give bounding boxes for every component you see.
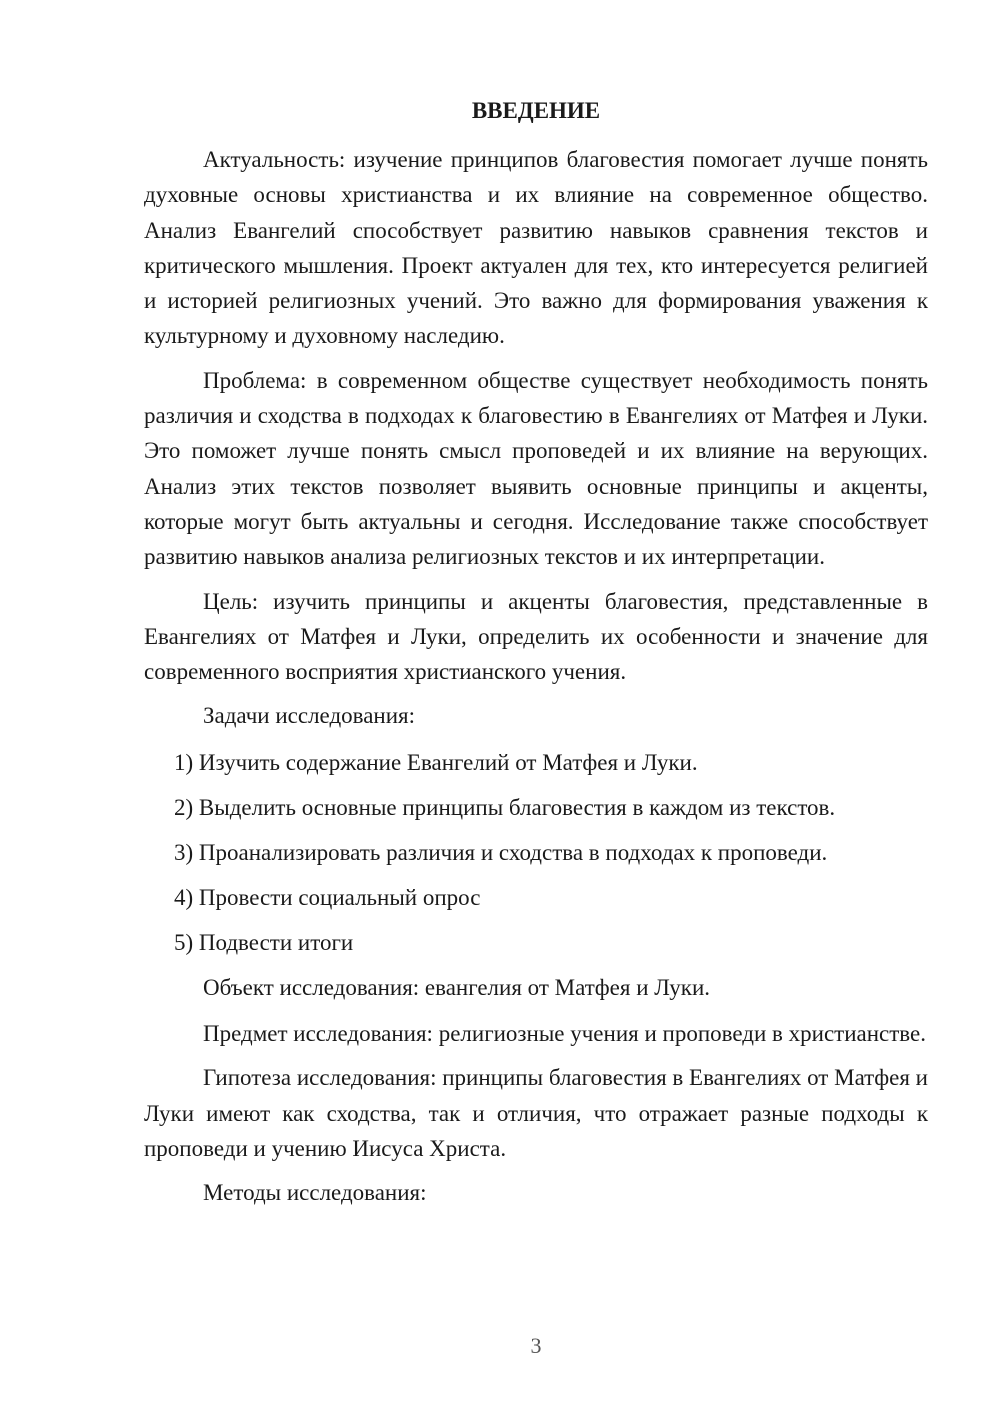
page-number: 3 [530, 1333, 542, 1358]
subject-paragraph: Предмет исследования: религиозные учения и проповеди в христианстве. [203, 1021, 926, 1047]
goal-paragraph: Цель: изучить принципы и акценты благовестия, представленные в Евангелиях от Матфея и Луки, определить их особенности и значение для современного восприятия христианского учения. [144, 588, 928, 685]
tasks-list [144, 745, 928, 960]
task-item: 1) Изучить содержание Евангелий от Матфея и Луки. [174, 749, 698, 775]
task-item: 4) Провести социальный опрос [174, 884, 481, 910]
task-item: 3) Проанализировать различия и сходства в подходах к проповеди. [174, 839, 828, 865]
page-content [144, 93, 928, 1222]
methods-heading: Методы исследования: [203, 1180, 427, 1206]
section-title: ВВЕДЕНИЕ [471, 98, 601, 123]
object-paragraph: Объект исследования: евангелия от Матфея и Луки. [203, 974, 711, 1000]
task-item: 2) Выделить основные принципы благовестия в каждом из текстов. [174, 794, 836, 820]
task-item: 5) Подвести итоги [174, 929, 354, 955]
problem-paragraph: Проблема: в современном обществе существует необходимость понять различия и сходства в подходах к благовестию в Евангелиях от Матфея и Луки. Это поможет лучше понять смысл проповедей и их влияние на верующих. Анализ этих текстов позволяет выявить основные принципы и акценты, которые могут быть актуальны и сегодня. Исследование также способствует развитию навыков анализа религиозных текстов и их интерпретации. [144, 367, 928, 570]
hypothesis-paragraph: Гипотеза исследования: принципы благовестия в Евангелиях от Матфея и Луки имеют как сходства, так и отличия, что отражает разные подходы к проповеди и учению Иисуса Христа. [144, 1065, 928, 1161]
tasks-heading: Задачи исследования: [203, 703, 416, 729]
relevance-paragraph: Актуальность: изучение принципов благовестия помогает лучше понять духовные основы христианства и их влияние на современное общество. Анализ Евангелий способствует развитию навыков сравнения текстов и критического мышления. Проект актуален для тех, кто интересуется религией и историей религиозных учений. Это важно для формирования уважения к культурному и духовному наследию. [144, 147, 928, 349]
